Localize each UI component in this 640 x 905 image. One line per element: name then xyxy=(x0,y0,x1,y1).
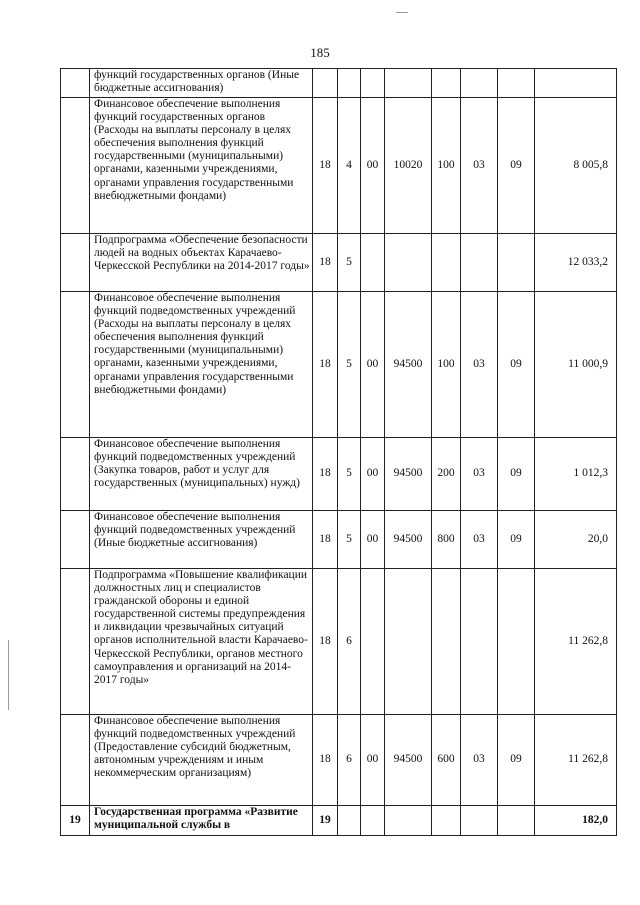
code-cell xyxy=(432,69,461,98)
code-cell: 00 xyxy=(361,438,385,511)
table-row xyxy=(61,511,617,569)
code-cell: 18 xyxy=(313,511,338,569)
row-number-cell: 19 xyxy=(61,806,90,836)
table-row xyxy=(61,292,617,438)
amount-cell: 12 033,2 xyxy=(535,234,617,292)
code-cell: 600 xyxy=(432,715,461,806)
name-cell: Финансовое обеспечение выполнения функций подведомственных учреждений (Иные бюджетные ассигнования) xyxy=(90,511,313,569)
code-cell: 800 xyxy=(432,511,461,569)
code-cell xyxy=(498,806,535,836)
code-cell: 4 xyxy=(338,98,361,234)
code-cell xyxy=(361,234,385,292)
code-cell xyxy=(461,234,498,292)
name-cell: Финансовое обеспечение выполнения функций подведомственных учреждений (Закупка товаров, работ и услуг для государственных (муниципальных) нужд) xyxy=(90,438,313,511)
table-row xyxy=(61,98,617,234)
code-cell: 10020 xyxy=(385,98,432,234)
code-cell: 94500 xyxy=(385,511,432,569)
scan-mark-top xyxy=(396,12,408,13)
code-cell xyxy=(385,806,432,836)
code-cell xyxy=(461,569,498,715)
code-cell: 18 xyxy=(313,234,338,292)
amount-cell: 8 005,8 xyxy=(535,98,617,234)
code-cell xyxy=(461,69,498,98)
code-cell: 6 xyxy=(338,569,361,715)
code-cell xyxy=(432,569,461,715)
code-cell: 200 xyxy=(432,438,461,511)
code-cell: 18 xyxy=(313,438,338,511)
code-cell xyxy=(385,69,432,98)
code-cell xyxy=(338,69,361,98)
code-cell: 94500 xyxy=(385,438,432,511)
code-cell: 03 xyxy=(461,715,498,806)
code-cell xyxy=(338,806,361,836)
code-cell: 09 xyxy=(498,715,535,806)
amount-cell xyxy=(535,69,617,98)
table-row xyxy=(61,438,617,511)
code-cell xyxy=(313,69,338,98)
scan-mark-left xyxy=(8,640,9,710)
code-cell: 18 xyxy=(313,715,338,806)
table-body xyxy=(61,69,617,836)
code-cell: 09 xyxy=(498,98,535,234)
amount-cell: 20,0 xyxy=(535,511,617,569)
table-row xyxy=(61,806,617,836)
row-number-cell xyxy=(61,511,90,569)
code-cell xyxy=(498,69,535,98)
code-cell: 5 xyxy=(338,511,361,569)
code-cell: 5 xyxy=(338,292,361,438)
name-cell: Подпрограмма «Обеспечение безопасности людей на водных объектах Карачаево-Черкесской Республики на 2014-2017 годы» xyxy=(90,234,313,292)
row-number-cell xyxy=(61,569,90,715)
code-cell xyxy=(498,569,535,715)
name-cell: Подпрограмма «Повышение квалификации должностных лиц и специалистов гражданской обороны и единой государственной системы предупреждения и ликвидации чрезвычайных ситуаций органов исполнительной власти Карачаево-Черкесской Республики, органов местного самоуправления и организаций на 2014-2017 годы» xyxy=(90,569,313,715)
row-number-cell xyxy=(61,715,90,806)
code-cell: 94500 xyxy=(385,715,432,806)
code-cell: 18 xyxy=(313,569,338,715)
code-cell xyxy=(361,569,385,715)
amount-cell: 11 262,8 xyxy=(535,715,617,806)
name-cell: Государственная программа «Развитие муниципальной службы в xyxy=(90,806,313,836)
code-cell: 03 xyxy=(461,438,498,511)
code-cell: 19 xyxy=(313,806,338,836)
row-number-cell xyxy=(61,292,90,438)
code-cell xyxy=(432,234,461,292)
row-number-cell xyxy=(61,438,90,511)
code-cell: 5 xyxy=(338,438,361,511)
code-cell: 03 xyxy=(461,292,498,438)
row-number-cell xyxy=(61,69,90,98)
table-row xyxy=(61,234,617,292)
row-number-cell xyxy=(61,98,90,234)
code-cell xyxy=(461,806,498,836)
amount-cell: 182,0 xyxy=(535,806,617,836)
code-cell: 09 xyxy=(498,511,535,569)
name-cell: Финансовое обеспечение выполнения функций подведомственных учреждений (Предоставление субсидий бюджетным, автономным учреждениям и иным некоммерческим организациям) xyxy=(90,715,313,806)
amount-cell: 11 262,8 xyxy=(535,569,617,715)
code-cell: 100 xyxy=(432,98,461,234)
table-row xyxy=(61,569,617,715)
table-row xyxy=(61,69,617,98)
code-cell xyxy=(432,806,461,836)
code-cell xyxy=(498,234,535,292)
code-cell: 00 xyxy=(361,292,385,438)
code-cell xyxy=(361,806,385,836)
code-cell xyxy=(385,234,432,292)
table-row xyxy=(61,715,617,806)
code-cell: 00 xyxy=(361,98,385,234)
name-cell: Финансовое обеспечение выполнения функций государственных органов (Расходы на выплаты персоналу в целях обеспечения выполнения функций государственными (муниципальными) органами, казенными учреждениями, органами управления государственными внебюджетными фондами) xyxy=(90,98,313,234)
budget-table xyxy=(60,68,617,836)
code-cell: 03 xyxy=(461,98,498,234)
code-cell: 09 xyxy=(498,292,535,438)
code-cell: 00 xyxy=(361,715,385,806)
row-number-cell xyxy=(61,234,90,292)
code-cell xyxy=(361,69,385,98)
code-cell: 6 xyxy=(338,715,361,806)
amount-cell: 1 012,3 xyxy=(535,438,617,511)
code-cell: 00 xyxy=(361,511,385,569)
name-cell: функций государственных органов (Иные бюджетные ассигнования) xyxy=(90,69,313,98)
code-cell: 03 xyxy=(461,511,498,569)
code-cell: 18 xyxy=(313,292,338,438)
code-cell: 94500 xyxy=(385,292,432,438)
code-cell: 100 xyxy=(432,292,461,438)
name-cell: Финансовое обеспечение выполнения функций подведомственных учреждений (Расходы на выплаты персоналу в целях обеспечения выполнения функций государственными (муниципальными) органами, казенными учреждениями, органами управления государственными внебюджетными фондами) xyxy=(90,292,313,438)
code-cell xyxy=(385,569,432,715)
amount-cell: 11 000,9 xyxy=(535,292,617,438)
code-cell: 5 xyxy=(338,234,361,292)
code-cell: 18 xyxy=(313,98,338,234)
page-number: 185 xyxy=(310,45,330,60)
code-cell: 09 xyxy=(498,438,535,511)
